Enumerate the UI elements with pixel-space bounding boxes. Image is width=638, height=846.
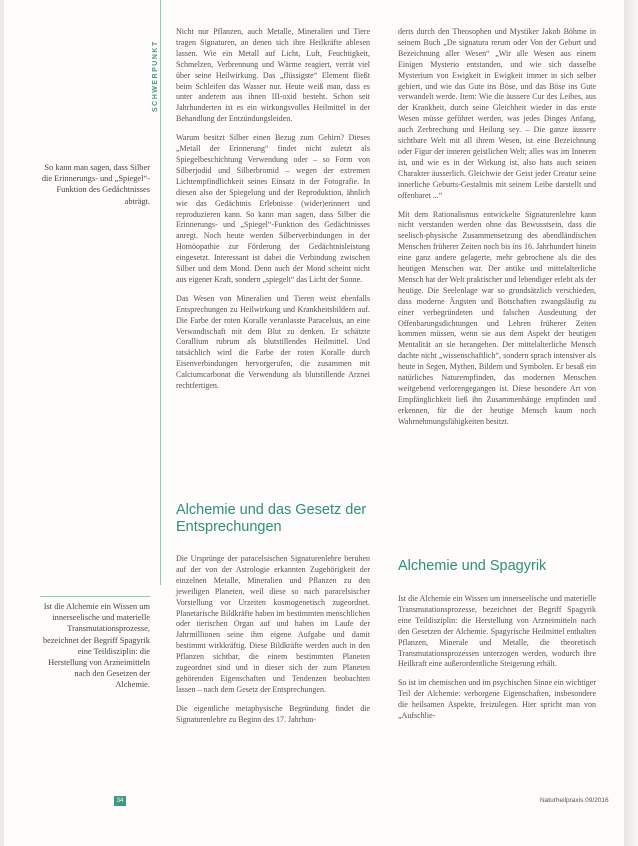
pull-quote-1: So kann man sagen, dass Silber die Erinnerungs- und „Spiegel“-Funktion des Gedächtnisses abträgt. bbox=[41, 163, 150, 206]
paragraph: Ist die Alchemie ein Wissen um innerseelische und materielle Transmutationsprozesse, bezeichnet der Begriff Spagyrik eine Teildisziplin: die Herstellung von Arzneimitteln nach den Gesetzen der Alchemie. Spagyrische Heilmittel enthalten Pflanzen, Minerale und Metalle, die theoretisch Transmutationsprozessen unterzogen werden, wodurch ihre Heilkraft eine außerordentliche Steigerung erhält. bbox=[398, 594, 596, 669]
paragraph: Das Wesen von Mineralien und Tieren weist ebenfalls Entsprechungen zu Heilwirkung und Krankheitsbildern auf. Die Farbe der roten Koralle veranlasste Paracelsus, an eine Verwandtschaft mit dem Blut zu denken. Er schätzte Corallium rubrum als blutstillendes Heilmittel. Und tatsächlich wird die Farbe der roten Koralle durch Eisenverbindungen hervorgerufen, die zusammen mit Calciumcarbonat die Verwendung als blutstillende Arznei rechtfertigen. bbox=[176, 293, 370, 391]
column-right-top bbox=[398, 27, 596, 436]
scan-edge-left bbox=[0, 0, 4, 846]
section-label: SCHWERPUNKT bbox=[152, 40, 159, 112]
column-right-bottom bbox=[398, 594, 596, 730]
heading-alchemie-entsprechungen: Alchemie und das Gesetz der Entsprechungen bbox=[176, 502, 367, 535]
paragraph: derts durch den Theosophen und Mystiker Jakob Böhme in seinem Buch „De signatura rerum oder Von der Geburt und Bezeichnung aller Wesen“ „Wir alle Wesen aus einem Einigen Mysterio entstanden, und wie sich dasselbe Mysterium von Ewigkeit in Ewigkeit immer in sich selber gebiert, und wie das Gute ins Böse, und das Böse ins Gute verwandelt werde. Item: Wie die äussere Cur des Leibes, aus der Krankheit, durch seine Gleichheit wieder in das erste Wesen müsse geführet werden, was jedes Dinges Anfang, auch Zerbrechung und Heilung sey. – Die ganze äussere sichtbare Welt mit all ihrem Wesen, ist eine Bezeichnung oder Figur der inneren geistlichen Welt; alles was im Inneren ist, und wie es in der Wirkung ist, also hats auch seinen Charakter äusserlich. Gleichwie der Geist jeder Creatur seine innerliche Geburts-Gestaltnis mit seinem Leibe darstellt und offenbaret ...“ bbox=[398, 27, 596, 200]
paragraph: Nicht nur Pflanzen, auch Metalle, Mineralien und Tiere tragen Signaturen, an denen sich ihre Heilkräfte ablesen lassen. Wie ein Metall auf Licht, Luft, Feuchtigkeit, Schmelzen, Verbrennung und Wärme reagiert, verrät viel über seine Heilwirkung. Das „flüssigste“ Element fließt beim Schleifen das Wasser nur. Heute weiß man, dass es unter anderem aus ihnen III-oxid besteht. Schon seit Jahrhunderten ist es ein wirkungsvolles Heilmittel in der Behandlung der Entzündungsleiden. bbox=[176, 27, 370, 124]
column-left-top bbox=[176, 27, 370, 400]
paragraph: Warum besitzt Silber einen Bezug zum Gehirn? Dieses „Metall der Erinnerung“ findet nicht zuletzt als Spiegelbeschichtung Verwendung oder – so Form von Silberjodid und Silberbromid – wegen der extremen Lichtempfindlichkeit seines Einsatz in der Fotografie. In diesen also der Spiegelung und der Reproduktion, ähnlich wie das Gedächtnis Erlebnisse (wider)erinnert und reproduzieren kann. So kann man sagen, dass Silber die Erinnerungs- und „Spiegel“-Funktion des Gedächtnisses anregt. Noch heute werden Silberverbindungen in der Homöopathie zur Förderung der Gedächtnisleistung eingesetzt. Interessant ist dabei die Verbindung zwischen Silber und dem Mond. Denn auch der Mond scheint nicht aus eigener Kraft, sondern „spiegelt“ das Licht der Sonne. bbox=[176, 133, 370, 284]
column-left-bottom bbox=[176, 554, 370, 734]
paragraph: Mit dem Rationalismus entwickelte Signaturenlehre kann nicht verstanden werden ohne das Bewusstsein, dass die seelisch-physische Zusammensetzung des abendländischen Menschen früherer Zeiten noch bis ins 16. Jahrhundert hinein eine ganz andere gelagerte, mehr gebrochene als die des heutigen Menschen war. Der antike und mittelalterliche Mensch hat der Welt praktischer und lebendiger erlebt als der heutige. Die Seelenlage war so grundsätzlich verschieden, dass moderne Ängsten und Botschaften zwangsläufig zu einer verbegründeten und falschen Ausdeutung der Offenbarungsdichtungen und Lehren früherer Zeiten kommen müssen, wenn sie aus dem Aspekt der heutigen Mentalität an sie herangehen. Der mittelalterliche Mensch dachte nicht „wissenschaftlich“, sondern sprach intensiver als heute in Segen, Mythen, Bildern und Symbolen. Er besaß ein natürliches Naturempfinden, das modernen Menschen weitgehend verlorengegangen ist. Diese besondere Art von Empfänglichkeit ließ ihn Zusammenhänge empfinden und erkennen, für die der heutige Mensch kaum noch Wahrnehmungsfähigkeiten besitzt. bbox=[398, 209, 596, 426]
heading-alchemie-spagyrik: Alchemie und Spagyrik bbox=[398, 558, 547, 574]
page-number: 34 bbox=[114, 796, 126, 806]
paragraph: Die eigentliche metaphysische Begründung findet die Signaturenlehre zu Beginn des 17. Jahrhun- bbox=[176, 703, 370, 724]
paragraph: So ist im chemischen und im psychischen Sinne ein wichtiger Teil der Alchemie: verborgene Eigenschaften, insbesondere die heilsamen Aspekte, freizulegen. Hier spricht man von „Aufschlie- bbox=[398, 678, 596, 721]
footer-issue: Naturheilpraxis 09/2016 bbox=[540, 797, 609, 804]
pull-quote-2: Ist die Alchemie ein Wissen um innerseelische und materielle Transmutationsprozesse, bezeichnet der Begriff Spagyrik eine Teildisziplin: die Herstellung von Arzneimitteln nach den Gesetzen der Alchemie. bbox=[40, 596, 150, 691]
paragraph: Die Ursprünge der paracelsischen Signaturenlehre beruhen auf der von der Astrologie erkannten Zugehörigkeit der einzelnen Metalle, Mineralien und Pflanzen zu den jeweiligen Planeten, weil diese so nach paracelsischer Vorstellung vor Urzeiten kosmogenetisch zugeordnet. Planetarische Bildkräfte haben im bestimmten menschlichen oder tierischen Organ auf und haben im Laufe der Jahrmillionen seine ihm eigene Aufgabe und damit bestimmt wirkkräftig. Diese Bildkräfte werden auch in den Pflanzen sichtbar, die einem bestimmten Planeten zugeordnet sind und in dieser sich der zum Planeten gehörenden Eigenschaften und Tendenzen beobachten lassen – nach dem Gesetz der Entsprechungen. bbox=[176, 554, 370, 694]
scan-edge-right bbox=[624, 0, 638, 846]
